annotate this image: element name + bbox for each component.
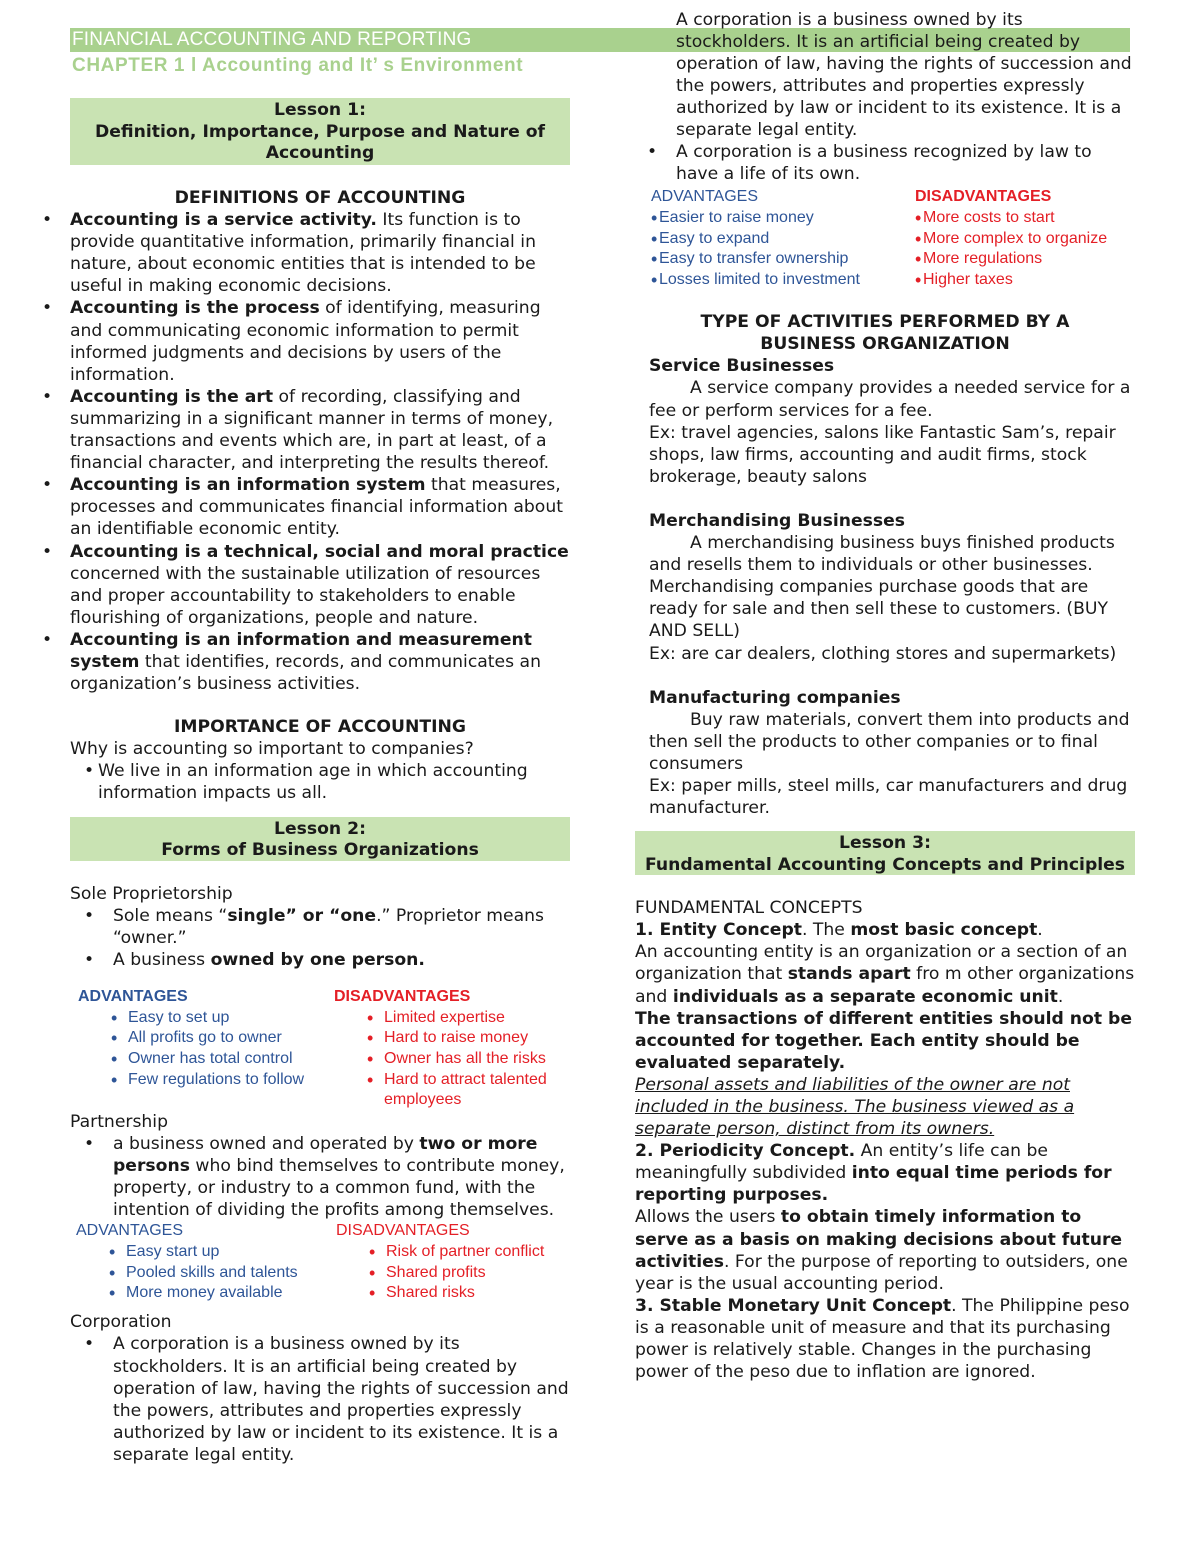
merch-ex: Ex: are car dealers, clothing stores and supermarkets) [649, 643, 1117, 664]
concepts-heading: FUNDAMENTAL CONCEPTS [635, 898, 863, 919]
merch-text: A merchandising business buys finished products and resells them to individuals or other businesses. Merchandising companies purchase goods that are ready for sale and then sell these to customers. (BUY AND SELL) [649, 533, 1115, 642]
definition-item: • Accounting is a service activity. Its function is to provide quantitative information, primarily financial in nature, about economic entities that is intended to be useful in making economic decisions. [70, 209, 570, 297]
service-section [635, 355, 1135, 819]
definition-item: • Accounting is an information and measurement system that identifies, records, and communicates an organization’s business activities. [70, 629, 570, 695]
concept-entity-bold: The transactions of different entities should not be accounted for together. Each entity should be evaluated separately. [635, 1008, 1132, 1073]
disadv-item: • Shared risks [336, 1283, 544, 1304]
adv-item: • Easy to expand [651, 229, 860, 250]
sole-adv-disadv [70, 987, 570, 1111]
disadv-heading: DISADVANTAGES [334, 987, 471, 1005]
left-column [70, 98, 570, 1465]
definition-item: • Accounting is a technical, social and moral practice concerned with the sustainable utilization of resources and proper accountability to stakeholders to enable flourishing of organizations, people and nature. [70, 541, 570, 629]
lesson2-header [70, 817, 570, 861]
sole-heading: Sole Proprietorship [70, 883, 233, 904]
corporation-advantages [651, 187, 860, 291]
adv-item: • Easy to set up [78, 1008, 304, 1029]
adv-heading: ADVANTAGES [76, 1222, 183, 1240]
sole-list [70, 905, 570, 971]
lesson1-label: Lesson 1: [274, 100, 366, 120]
sole-item: • Sole means “single” or “one.” Proprietor means “owner.” [70, 905, 570, 949]
disadv-heading: DISADVANTAGES [915, 188, 1052, 206]
importance-list [70, 760, 570, 804]
adv-item: • Few regulations to follow [78, 1070, 304, 1091]
service-heading: Service Businesses [649, 356, 835, 377]
chapter-title: CHAPTER 1 l Accounting and It’ s Environment [72, 55, 524, 76]
disadv-item: • More regulations [915, 249, 1107, 270]
corporation-heading: Corporation [70, 1312, 172, 1333]
manuf-heading: Manufacturing companies [649, 687, 901, 708]
concept-entity-text: An accounting entity is an organization or a section of an organization that stands apart fro m other organizations and individuals as a separate economic unit. [635, 942, 1135, 1007]
definition-item: • Accounting is the art of recording, classifying and summarizing in a significant manner in terms of money, transactions and events which are, in part at least, of a financial character, and interpreting the results thereof. [70, 386, 570, 474]
disadv-item: • Hard to attract talented employees [334, 1070, 574, 1111]
importance-question: Why is accounting so important to companies? [70, 739, 474, 760]
service-text: A service company provides a needed service for a fee or perform services for a fee. [649, 378, 1131, 421]
importance-heading: IMPORTANCE OF ACCOUNTING [173, 717, 466, 738]
lesson2-label: Lesson 2: [274, 818, 366, 839]
activities-heading: TYPE OF ACTIVITIES PERFORMED BY A BUSINESS ORGANIZATION [700, 312, 1070, 355]
sole-advantages [78, 987, 304, 1091]
right-column [635, 10, 1135, 1383]
corporation-text-continued: A corporation is a business owned by its stockholders. It is an artificial being created by operation of law, having the rights of succession and the powers, attributes and properties expressly authorized by law or incident to its existence. It is a separate legal entity. [676, 10, 1132, 141]
sole-disadvantages [334, 987, 574, 1111]
definitions-list [70, 209, 570, 695]
adv-item: • Easy start up [76, 1242, 298, 1263]
merch-heading: Merchandising Businesses [649, 510, 906, 531]
adv-item: • Owner has total control [78, 1049, 304, 1070]
adv-heading: ADVANTAGES [78, 987, 188, 1005]
disadv-item: • Higher taxes [915, 270, 1107, 291]
corporation-continued [635, 10, 1135, 141]
definition-item: • Accounting is an information system that measures, processes and communicates financial information about an identifiable economic entity. [70, 474, 570, 540]
manuf-ex: Ex: paper mills, steel mills, car manufacturers and drug manufacturer. [649, 775, 1128, 819]
service-ex: Ex: travel agencies, salons like Fantastic Sam’s, repair shops, law firms, accounting and audit firms, stock brokerage, beauty salons [649, 422, 1116, 487]
definitions-heading: DEFINITIONS OF ACCOUNTING [174, 188, 466, 208]
concept-periodicity: 2. Periodicity Concept. An entity’s life can be meaningfully subdivided into equal time periods for reporting purposes. [635, 1141, 1112, 1206]
definition-item: • Accounting is the process of identifying, measuring and communicating economic information to permit informed judgments and decisions by users of the information. [70, 297, 570, 385]
course-title: FINANCIAL ACCOUNTING AND REPORTING [72, 29, 472, 50]
concept-entity: 1. Entity Concept. The most basic concept. [635, 920, 1043, 941]
disadv-item: • More costs to start [915, 208, 1107, 229]
corporation-item: • A corporation is a business recognized by law to have a life of its own. [633, 141, 1135, 185]
corporation-adv-disadv [635, 187, 1135, 305]
adv-heading: ADVANTAGES [651, 188, 758, 206]
adv-item: • Easier to raise money [651, 208, 860, 229]
corporation-list-b [633, 141, 1135, 185]
manuf-text: Buy raw materials, convert them into products and then sell the products to other companies or to final consumers [649, 709, 1130, 774]
lesson3-title: Fundamental Accounting Concepts and Principles [644, 854, 1126, 875]
corporation-list-a [70, 1333, 570, 1465]
concept-entity-underline: Personal assets and liabilities of the owner are not included in the business. The business viewed as a separate person, distinct from its owners. [635, 1074, 1075, 1140]
disadv-item: • Hard to raise money [334, 1028, 574, 1049]
disadv-heading: DISADVANTAGES [336, 1222, 470, 1240]
sole-item: • A business owned by one person. [70, 949, 570, 971]
partnership-heading: Partnership [70, 1111, 168, 1132]
disadv-item: • Owner has all the risks [334, 1049, 574, 1070]
disadv-item: • Limited expertise [334, 1008, 574, 1029]
adv-item: • Pooled skills and talents [76, 1263, 298, 1284]
partnership-list [70, 1133, 570, 1221]
disadv-item: • Risk of partner conflict [336, 1242, 544, 1263]
partnership-advantages [76, 1221, 298, 1304]
importance-item: • We live in an information age in which accounting information impacts us all. [70, 760, 570, 804]
lesson2-title: Forms of Business Organizations [161, 840, 479, 861]
lesson3-header [635, 831, 1135, 875]
adv-item: • All profits go to owner [78, 1028, 304, 1049]
disadv-item: • More complex to organize [915, 229, 1107, 250]
corporation-disadvantages [915, 187, 1107, 291]
concept-periodicity-text: Allows the users to obtain timely information to serve as a basis on making decisions about future activities. For the purpose of reporting to outsiders, one year is the usual accounting period. [635, 1207, 1128, 1294]
partnership-item: • a business owned and operated by two or more persons who bind themselves to contribute money, property, or industry to a common fund, with the intention of dividing the profits among themselves. [70, 1133, 570, 1221]
concept-monetary: 3. Stable Monetary Unit Concept. The Philippine peso is a reasonable unit of measure and that its purchasing power is relatively stable. Changes in the purchasing power of the peso due to inflation are ignored. [635, 1295, 1130, 1383]
lesson1-title: Definition, Importance, Purpose and Nature of Accounting [94, 121, 545, 163]
adv-item: • Losses limited to investment [651, 270, 860, 291]
lesson3-label: Lesson 3: [839, 833, 931, 854]
partnership-adv-disadv [70, 1221, 570, 1311]
corporation-item: • A corporation is a business owned by its stockholders. It is an artificial being created by operation of law, having the rights of succession and the powers, attributes and properties expressly authorized by law or incident to its existence. It is a separate legal entity. [70, 1333, 570, 1399]
lesson1-header [70, 98, 570, 165]
disadv-item: • Shared profits [336, 1263, 544, 1284]
adv-item: • Easy to transfer ownership [651, 249, 860, 270]
adv-item: • More money available [76, 1283, 298, 1304]
partnership-disadvantages [336, 1221, 544, 1304]
